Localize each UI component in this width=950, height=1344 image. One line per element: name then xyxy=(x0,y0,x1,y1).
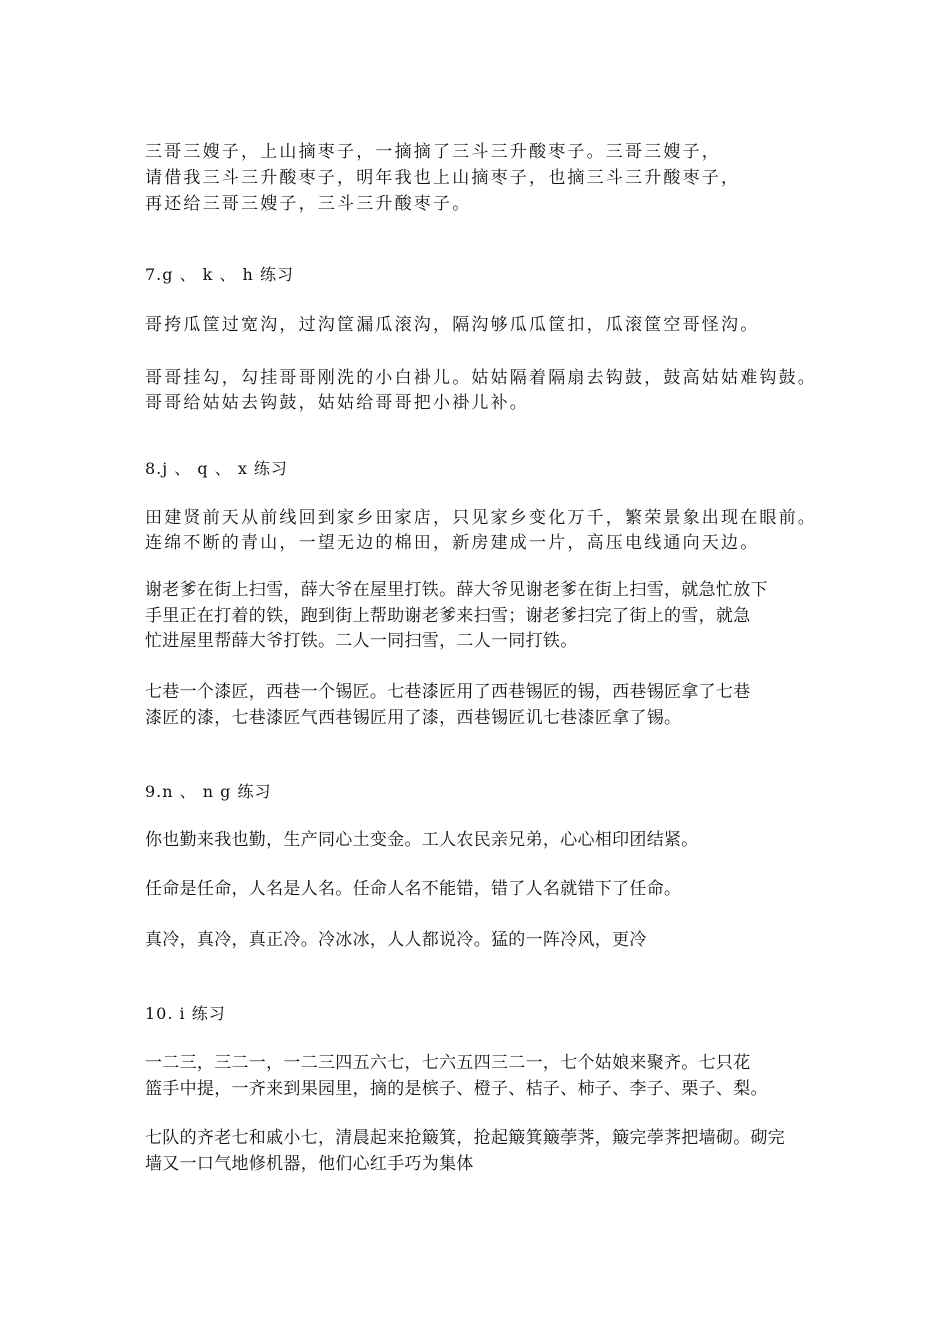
text-line: 你也勤来我也勤，生产同心土变金。工人农民亲兄弟，心心相印团结紧。 xyxy=(145,830,699,850)
text-line: 手里正在打着的铁，跑到街上帮助谢老爹来扫雪；谢老爹扫完了街上的雪，就急 xyxy=(145,606,751,626)
text-line: 漆匠的漆，七巷漆匠气西巷锡匠用了漆，西巷锡匠讥七巷漆匠拿了锡。 xyxy=(145,708,682,728)
section-heading: 8.j 、 q 、 x 练习 xyxy=(145,459,288,478)
text-line: 忙进屋里帮薛大爷打铁。二人一同扫雪，二人一同打铁。 xyxy=(145,631,578,651)
text-line: 篮手中提，一齐来到果园里，摘的是槟子、橙子、桔子、柿子、李子、栗子、梨。 xyxy=(145,1079,768,1099)
section-heading: 7.g 、 k 、 h 练习 xyxy=(145,265,294,284)
text-line: 哥哥给姑姑去钩鼓，姑姑给哥哥把小褂儿补。 xyxy=(145,393,529,413)
text-line: 三哥三嫂子，上山摘枣子，一摘摘了三斗三升酸枣子。三哥三嫂子， xyxy=(145,142,721,162)
text-line: 墙又一口气地修机器，他们心红手巧为集体 xyxy=(145,1154,474,1174)
section-heading: 9.n 、 n g 练习 xyxy=(145,782,272,801)
text-line: 七巷一个漆匠，西巷一个锡匠。七巷漆匠用了西巷锡匠的锡，西巷锡匠拿了七巷 xyxy=(145,682,751,702)
text-line: 一二三，三二一，一二三四五六七，七六五四三二一，七个姑娘来聚齐。七只花 xyxy=(145,1053,751,1073)
text-line: 真冷，真冷，真正冷。冷冰冰，人人都说冷。猛的一阵冷风，更冷 xyxy=(145,930,647,950)
text-line: 七队的齐老七和戚小七，清晨起来抢簸箕，抢起簸箕簸荸荠，簸完荸荠把墙砌。砌完 xyxy=(145,1128,786,1148)
text-line: 田建贤前天从前线回到家乡田家店，只见家乡变化万千，繁荣景象出现在眼前。 xyxy=(145,508,817,528)
section-heading: 10. i 练习 xyxy=(145,1004,226,1023)
text-line: 连绵不断的青山，一望无边的棉田，新房建成一片，高压电线通向天边。 xyxy=(145,533,760,553)
text-line: 谢老爹在街上扫雪，薛大爷在屋里打铁。薛大爷见谢老爹在街上扫雪，就急忙放下 xyxy=(145,580,768,600)
text-line: 哥挎瓜筐过宽沟，过沟筐漏瓜滚沟，隔沟够瓜瓜筐扣，瓜滚筐空哥怪沟。 xyxy=(145,315,760,335)
text-line: 任命是任命，人名是人名。任命人名不能错，错了人名就错下了任命。 xyxy=(145,879,682,899)
text-line: 再还给三哥三嫂子，三斗三升酸枣子。 xyxy=(145,194,472,214)
text-line: 请借我三斗三升酸枣子，明年我也上山摘枣子，也摘三斗三升酸枣子， xyxy=(145,168,741,188)
text-line: 哥哥挂勾，勾挂哥哥刚洗的小白褂儿。姑姑隔着隔扇去钩鼓，鼓高姑姑难钩鼓。 xyxy=(145,368,817,388)
